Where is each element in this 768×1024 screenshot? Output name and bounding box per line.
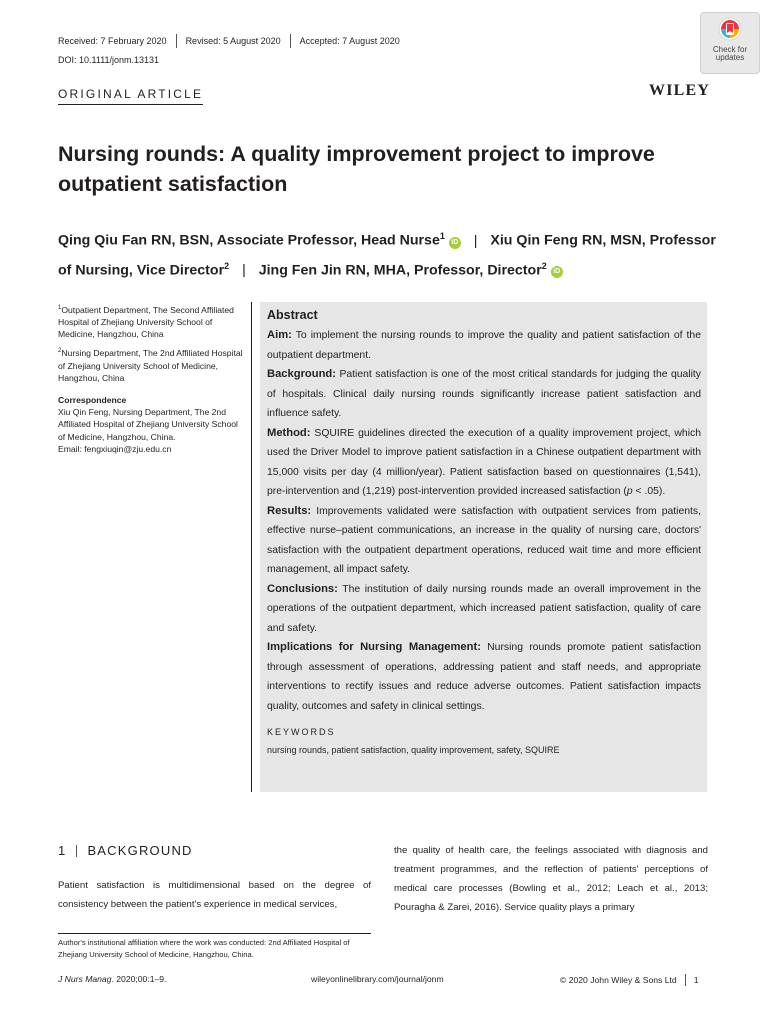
- section-label: Implications for Nursing Management:: [267, 641, 481, 653]
- affiliations: [58, 302, 246, 455]
- section-text: Improvements validated were satisfaction with outpatient services from patients, effective nurse–patient communications, an increase in the quality of nursing care, doctors' satisfaction with the outpatient department operations, reduced wait time and more efficient management, all impact safety.: [267, 505, 701, 575]
- section-text: Patient satisfaction is one of the most critical standards for judging the quality of hospitals. Clinical daily nursing rounds significantly increase patient satisfaction and influence safety.: [267, 369, 701, 419]
- section-text: To implement the nursing rounds to improve the quality and patient satisfaction of the outpatient department.: [267, 330, 701, 361]
- footer-website[interactable]: wileyonlinelibrary.com/journal/jonm: [311, 974, 444, 984]
- footnote-divider: [58, 933, 371, 934]
- affiliation-2: [58, 345, 246, 383]
- author-separator: |: [473, 232, 478, 249]
- affiliation-1: [58, 302, 246, 340]
- check-updates-label: updates: [715, 53, 745, 62]
- correspondence-text: [58, 406, 246, 455]
- abstract-background: [267, 365, 701, 424]
- body-text-right: the quality of health care, the feelings associated with diagnosis and treatment programmes, and the reflection of patients' perceptions of medical care processes (Bowling et al., 2012; Leach et al., 2013; Pouragha & Zarei, 2016). Service quality plays a primary: [394, 845, 708, 913]
- affiliation-marker: 1: [439, 231, 445, 241]
- doi[interactable]: DOI: 10.1111/jonm.13131: [58, 55, 160, 65]
- footer-copyright: [560, 974, 698, 986]
- author-list: [58, 224, 718, 283]
- divider: [290, 34, 291, 48]
- volume-pages: . 2020;00:1–9.: [111, 974, 167, 984]
- author-name: Qing Qiu Fan RN, BSN, Associate Professor, Head Nurse: [58, 232, 440, 249]
- section-label: Results:: [267, 504, 312, 517]
- accepted-date: Accepted: 7 August 2020: [299, 36, 400, 46]
- section-text: SQUIRE guidelines directed the execution of a quality improvement project, which used the Driver Model to improve patient satisfaction in a Chinese outpatient department with 15,000 visits per day (4 million/year). Patient satisfaction based on questionnaires (1,541), pre-intervention and (1,219) post-intervention provided increased satisfaction (: [267, 427, 701, 497]
- section-number: 1: [58, 843, 67, 858]
- received-date: Received: 7 February 2020: [58, 36, 167, 46]
- abstract-conclusions: [267, 580, 701, 639]
- affiliation-marker: 2: [58, 348, 62, 355]
- column-divider: [251, 302, 252, 792]
- affiliation-text: Nursing Department, The 2nd Affiliated Hospital of Zhejiang University School of Medicine, Hangzhou, China: [58, 348, 243, 383]
- divider: [685, 974, 686, 986]
- author-name: Xiu Qin Feng RN, MSN, Professor of Nursing, Vice Director: [58, 232, 716, 279]
- section-label: Conclusions:: [267, 582, 338, 595]
- section-title: BACKGROUND: [87, 843, 193, 858]
- author-name: Jing Fen Jin RN, MHA, Professor, Director: [258, 262, 542, 279]
- section-heading: [58, 843, 193, 858]
- divider: [176, 34, 177, 48]
- affiliation-marker: 1: [58, 305, 62, 311]
- footer-citation: [58, 974, 166, 984]
- abstract-implications: [267, 638, 701, 716]
- abstract-method: [267, 424, 701, 502]
- journal-abbrev: J Nurs Manag: [58, 974, 112, 984]
- section-text: The institution of daily nursing rounds made an overall improvement in the operations of the outpatient department, which increased patient satisfaction, quality of care and safety.: [267, 583, 701, 634]
- abstract-results: [267, 502, 701, 580]
- article-type: ORIGINAL ARTICLE: [58, 87, 203, 105]
- article-dates: [58, 34, 400, 48]
- crossmark-icon: [718, 17, 742, 41]
- check-for-updates-button[interactable]: [700, 12, 760, 74]
- orcid-icon[interactable]: iD: [449, 237, 461, 249]
- orcid-icon[interactable]: iD: [551, 266, 563, 278]
- affiliation-text: Outpatient Department, The Second Affiliated Hospital of Zhejiang University School of Medicine, Hangzhou, China: [58, 304, 234, 340]
- affiliation-marker: 2: [224, 260, 230, 271]
- page-number: 1: [693, 975, 699, 985]
- keywords-heading: KEYWORDS: [267, 727, 336, 737]
- abstract-heading: Abstract: [267, 308, 318, 322]
- p-value-symbol: p: [626, 486, 633, 497]
- keywords-list: nursing rounds, patient satisfaction, quality improvement, safety, SQUIRE: [267, 745, 560, 755]
- section-label: Aim:: [267, 329, 292, 341]
- publisher-logo: WILEY: [649, 82, 711, 99]
- body-text-left: Patient satisfaction is multidimensional based on the degree of consistency between the patient's experience in medical services,: [58, 880, 371, 910]
- copyright-text: © 2020 John Wiley & Sons Ltd: [560, 975, 677, 985]
- article-title: Nursing rounds: A quality improvement project to improve outpatient satisfaction: [58, 142, 655, 196]
- check-updates-label: Check for: [712, 45, 748, 54]
- abstract-box: [260, 302, 707, 792]
- affiliation-marker: 2: [541, 260, 547, 271]
- author-separator: |: [242, 262, 246, 279]
- footnote: Author's institutional affiliation where the work was conducted: 2nd Affiliated Hospital of Zhejiang University School of Medicine, Hangzhou, China.: [58, 938, 350, 959]
- section-label: Method:: [267, 426, 311, 439]
- abstract-aim: [267, 326, 701, 365]
- correspondence-email[interactable]: Email: fengxiuqin@zju.edu.cn: [58, 443, 172, 454]
- revised-date: Revised: 5 August 2020: [185, 36, 281, 46]
- divider: [76, 845, 77, 857]
- section-label: Background:: [267, 368, 336, 380]
- section-text: < .05).: [632, 486, 666, 497]
- section-text: Nursing rounds promote patient satisfaction through assessment of operations, addressing patient and staff needs, and appropriate interventions to rectify issues and reduce adverse outcomes. Patient satisfaction impacts quality, outcomes and safety in clinical settings.: [267, 642, 701, 712]
- correspondence-address: Xiu Qin Feng, Nursing Department, The 2nd Affiliated Hospital of Zhejiang University School of Medicine, Hangzhou, China.: [58, 407, 238, 442]
- correspondence-heading: Correspondence: [58, 394, 127, 405]
